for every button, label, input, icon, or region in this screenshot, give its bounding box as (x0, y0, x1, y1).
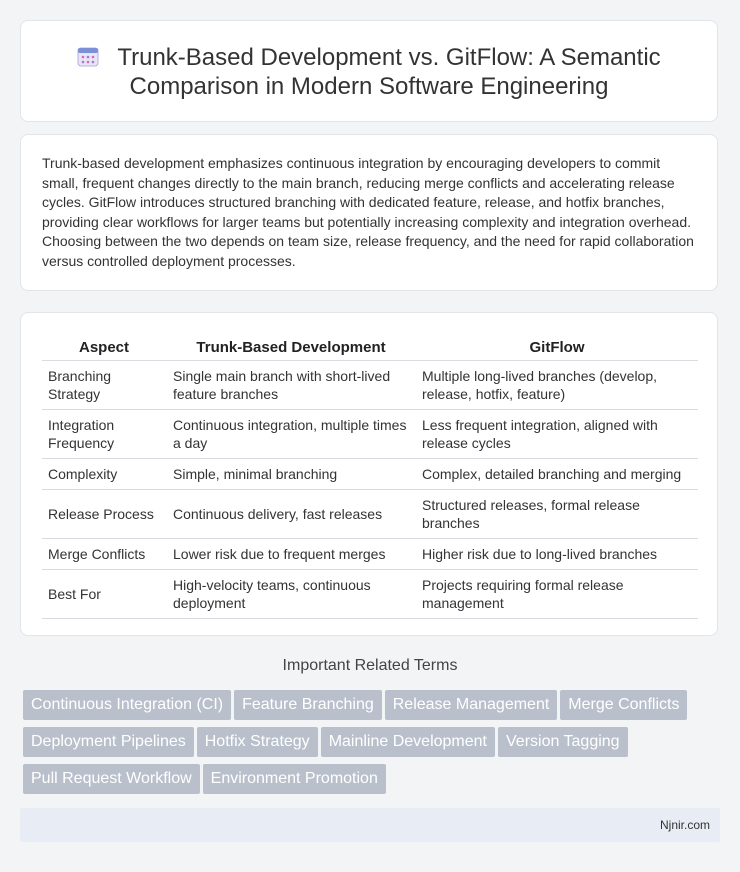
header-aspect: Aspect (42, 333, 167, 361)
cell-aspect: Merge Conflicts (42, 539, 167, 570)
cell-trunk-based: Simple, minimal branching (167, 459, 416, 490)
tag-mainline-development[interactable]: Mainline Development (321, 727, 495, 757)
related-terms-list (23, 690, 723, 801)
table-row (42, 410, 698, 459)
related-terms-heading: Important Related Terms (282, 657, 458, 674)
footer-site[interactable]: Njnir.com (659, 818, 710, 832)
cell-trunk-based: High-velocity teams, continuous deployment (167, 570, 416, 619)
table-row (42, 539, 698, 570)
cell-aspect: Complexity (42, 459, 167, 490)
cell-gitflow: Multiple long-lived branches (develop, release, hotfix, feature) (416, 361, 699, 410)
cell-trunk-based: Continuous delivery, fast releases (167, 490, 416, 539)
table-row (42, 361, 698, 410)
footer (20, 808, 720, 842)
table-row (42, 459, 698, 490)
tag-continuous-integration[interactable]: Continuous Integration (CI) (23, 690, 231, 720)
cell-gitflow: Less frequent integration, aligned with release cycles (416, 410, 699, 459)
title-card (20, 20, 718, 122)
cell-aspect: Release Process (42, 490, 167, 539)
tag-deployment-pipelines[interactable]: Deployment Pipelines (23, 727, 194, 757)
intro-paragraph: Trunk-based development emphasizes continuous integration by encouraging developers to commit small, frequent changes directly to the main branch, reducing merge conflicts and accelerating release cycles. GitFlow introduces structured branching with dedicated feature, release, and hotfix branches, providing clear workflows for larger teams but potentially increasing complexity and integration overhead. Choosing between the two depends on team size, release frequency, and the need for rapid collaboration versus controlled deployment processes. (42, 155, 694, 269)
tag-hotfix-strategy[interactable]: Hotfix Strategy (197, 727, 318, 757)
table-header-row (42, 333, 698, 361)
cell-trunk-based: Continuous integration, multiple times a day (167, 410, 416, 459)
cell-aspect: Best For (42, 570, 167, 619)
tag-environment-promotion[interactable]: Environment Promotion (203, 764, 386, 794)
page-title (21, 43, 717, 101)
cell-aspect: Branching Strategy (42, 361, 167, 410)
comparison-table (42, 333, 698, 619)
intro-card (20, 134, 718, 291)
cell-aspect: Integration Frequency (42, 410, 167, 459)
tag-version-tagging[interactable]: Version Tagging (498, 727, 628, 757)
tag-release-management[interactable]: Release Management (385, 690, 558, 720)
table-row (42, 570, 698, 619)
cell-gitflow: Higher risk due to long-lived branches (416, 539, 699, 570)
header-gitflow: GitFlow (416, 333, 699, 361)
comparison-card (20, 312, 718, 636)
tag-feature-branching[interactable]: Feature Branching (234, 690, 382, 720)
calendar-icon (77, 45, 99, 67)
cell-gitflow: Projects requiring formal release management (416, 570, 699, 619)
title-line-2: Comparison in Modern Software Engineering (129, 73, 609, 100)
cell-gitflow: Complex, detailed branching and merging (416, 459, 699, 490)
table-row (42, 490, 698, 539)
cell-trunk-based: Single main branch with short-lived feature branches (167, 361, 416, 410)
tag-pull-request-workflow[interactable]: Pull Request Workflow (23, 764, 200, 794)
tag-merge-conflicts[interactable]: Merge Conflicts (560, 690, 687, 720)
cell-gitflow: Structured releases, formal release branches (416, 490, 699, 539)
cell-trunk-based: Lower risk due to frequent merges (167, 539, 416, 570)
title-line-1: Trunk-Based Development vs. GitFlow: A Semantic (117, 44, 661, 71)
header-trunk-based: Trunk-Based Development (167, 333, 416, 361)
